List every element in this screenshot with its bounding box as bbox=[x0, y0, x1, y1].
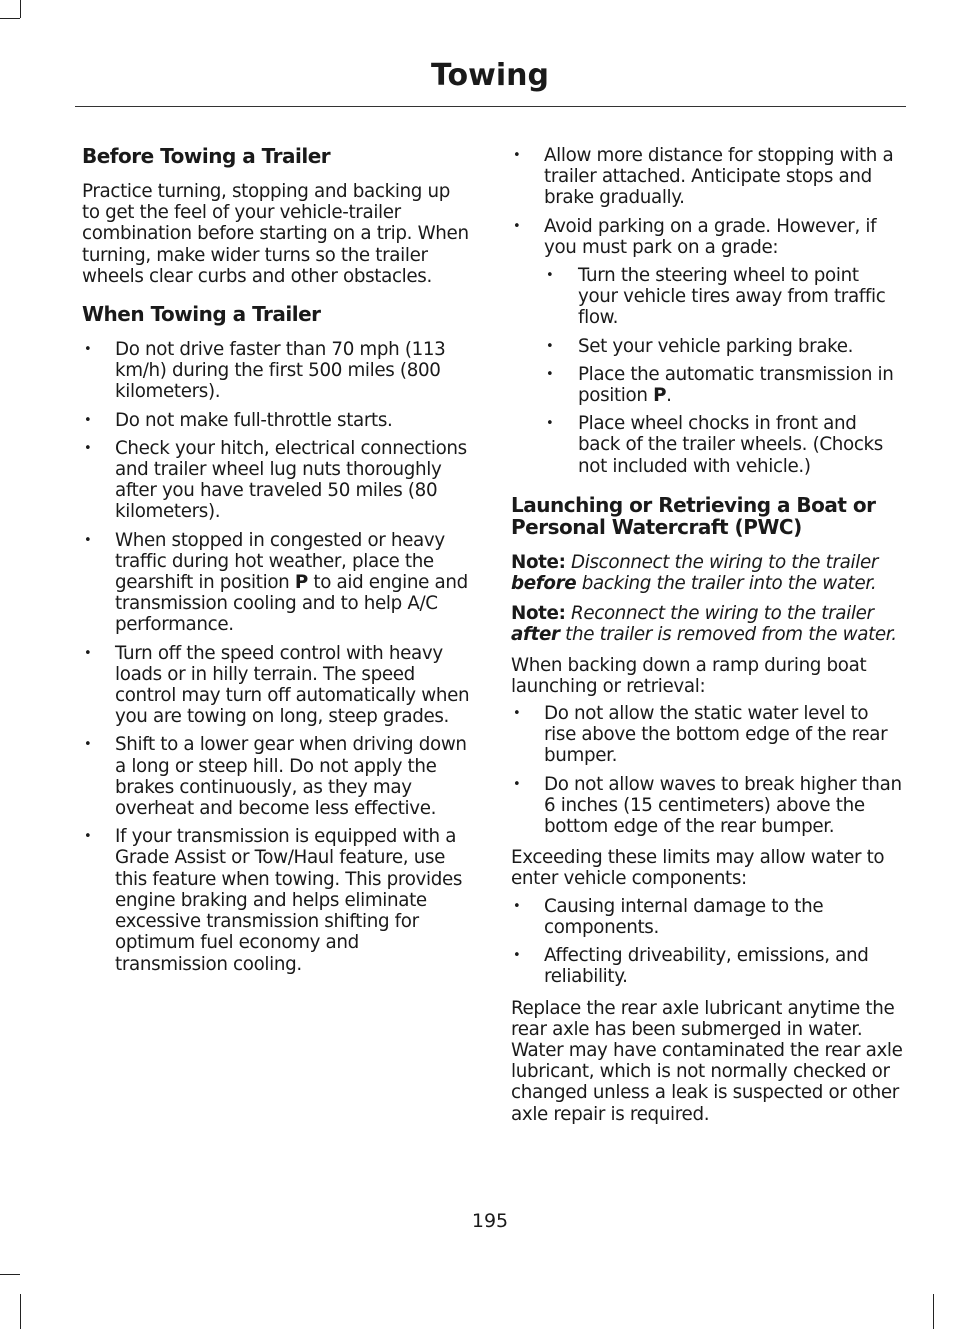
list-item: • Do not allow the static water level to rise above the bottom edge of the rear bumper. bbox=[511, 703, 903, 767]
page-title: Towing bbox=[431, 58, 549, 93]
note-reconnect: Note: Reconnect the wiring to the trailer after the trailer is removed from the water. bbox=[511, 603, 897, 646]
before-towing-paragraph: Practice turning, stopping and backing up to get the feel of your vehicle-trailer combination before starting on a trip. When turning, make wider turns so the trailer wheels clear curbs and other obstacles. bbox=[82, 181, 469, 287]
list-item: • Affecting driveability, emissions, and reliability. bbox=[511, 945, 903, 987]
list-item: • Causing internal damage to the components. bbox=[511, 896, 903, 938]
list-item: • Do not allow waves to break higher than 6 inches (15 centimeters) above the bottom edge of the rear bumper. bbox=[511, 774, 903, 838]
when-towing-heading: When Towing a Trailer bbox=[82, 302, 321, 327]
page-number: 195 bbox=[471, 1210, 509, 1232]
ramp-paragraph: When backing down a ramp during boat launching or retrieval: bbox=[511, 654, 867, 697]
list-item: • Avoid parking on a grade. However, if you must park on a grade: • Turn the steering wheel to point your vehicle tires away from traffic flow. • Set your vehicle parking brake. • Place the automatic transmission in position P. • Place wheel chocks in front and back of the trailer wheels. (Chocks not included with vehicle.) bbox=[511, 216, 903, 477]
axle-paragraph: Replace the rear axle lubricant anytime the rear axle has been submerged in water. Water may have contaminated the rear axle lubricant, which is not normally checked or changed unless a leak is suspected or other axle repair is required. bbox=[511, 997, 903, 1125]
list-item: • Check your hitch, electrical connections and trailer wheel lug nuts thoroughly after you have traveled 50 miles (80 kilometers). bbox=[82, 438, 472, 523]
list-item: • Do not drive faster than 70 mph (113 km/h) during the first 500 miles (800 kilometers). bbox=[82, 339, 472, 403]
crop-mark-bottom-left-vertical bbox=[20, 1294, 21, 1329]
title-rule bbox=[75, 106, 906, 107]
list-item: • Turn off the speed control with heavy loads or in hilly terrain. The speed control may turn off automatically when you are towing on long, steep grades. bbox=[82, 643, 472, 728]
crop-mark-bottom-left-horizontal bbox=[0, 1274, 20, 1275]
list-item: • Do not make full-throttle starts. bbox=[82, 410, 472, 431]
list-item: • Set your vehicle parking brake. bbox=[544, 336, 903, 357]
stopping-parking-list bbox=[511, 145, 903, 477]
boat-launch-heading: Launching or Retrieving a Boat or Personal Watercraft (PWC) bbox=[511, 492, 876, 539]
crop-mark-bottom-right-vertical bbox=[933, 1294, 934, 1329]
crop-mark-top-left-vertical bbox=[20, 0, 21, 18]
exceed-paragraph: Exceeding these limits may allow water to enter vehicle components: bbox=[511, 847, 885, 890]
before-towing-heading: Before Towing a Trailer bbox=[82, 144, 331, 168]
list-item: • Place wheel chocks in front and back of the trailer wheels. (Chocks not included with vehicle.) bbox=[544, 413, 903, 477]
when-towing-list bbox=[82, 339, 472, 975]
left-column bbox=[82, 145, 472, 982]
components-list bbox=[511, 896, 903, 988]
crop-mark-top-left-horizontal bbox=[0, 18, 20, 19]
list-item: • Allow more distance for stopping with a trailer attached. Anticipate stops and brake gradually. bbox=[511, 145, 903, 209]
list-item: • Place the automatic transmission in position P. bbox=[544, 364, 903, 406]
list-item: • If your transmission is equipped with a Grade Assist or Tow/Haul feature, use this feature when towing. This provides engine braking and helps eliminate excessive transmission shifting for optimum fuel economy and transmission cooling. bbox=[82, 826, 472, 974]
list-item: • When stopped in congested or heavy traffic during hot weather, place the gearshift in position P to aid engine and transmission cooling and to help A/C performance. bbox=[82, 530, 472, 636]
list-item: • Turn the steering wheel to point your vehicle tires away from traffic flow. bbox=[544, 265, 903, 329]
water-level-list bbox=[511, 703, 903, 837]
grade-parking-sublist bbox=[544, 265, 903, 477]
list-item: • Shift to a lower gear when driving down a long or steep hill. Do not apply the brakes continuously, as they may overheat and become less effective. bbox=[82, 734, 472, 819]
note-disconnect: Note: Disconnect the wiring to the trailer before backing the trailer into the water. bbox=[511, 551, 879, 595]
right-column bbox=[511, 145, 903, 1134]
